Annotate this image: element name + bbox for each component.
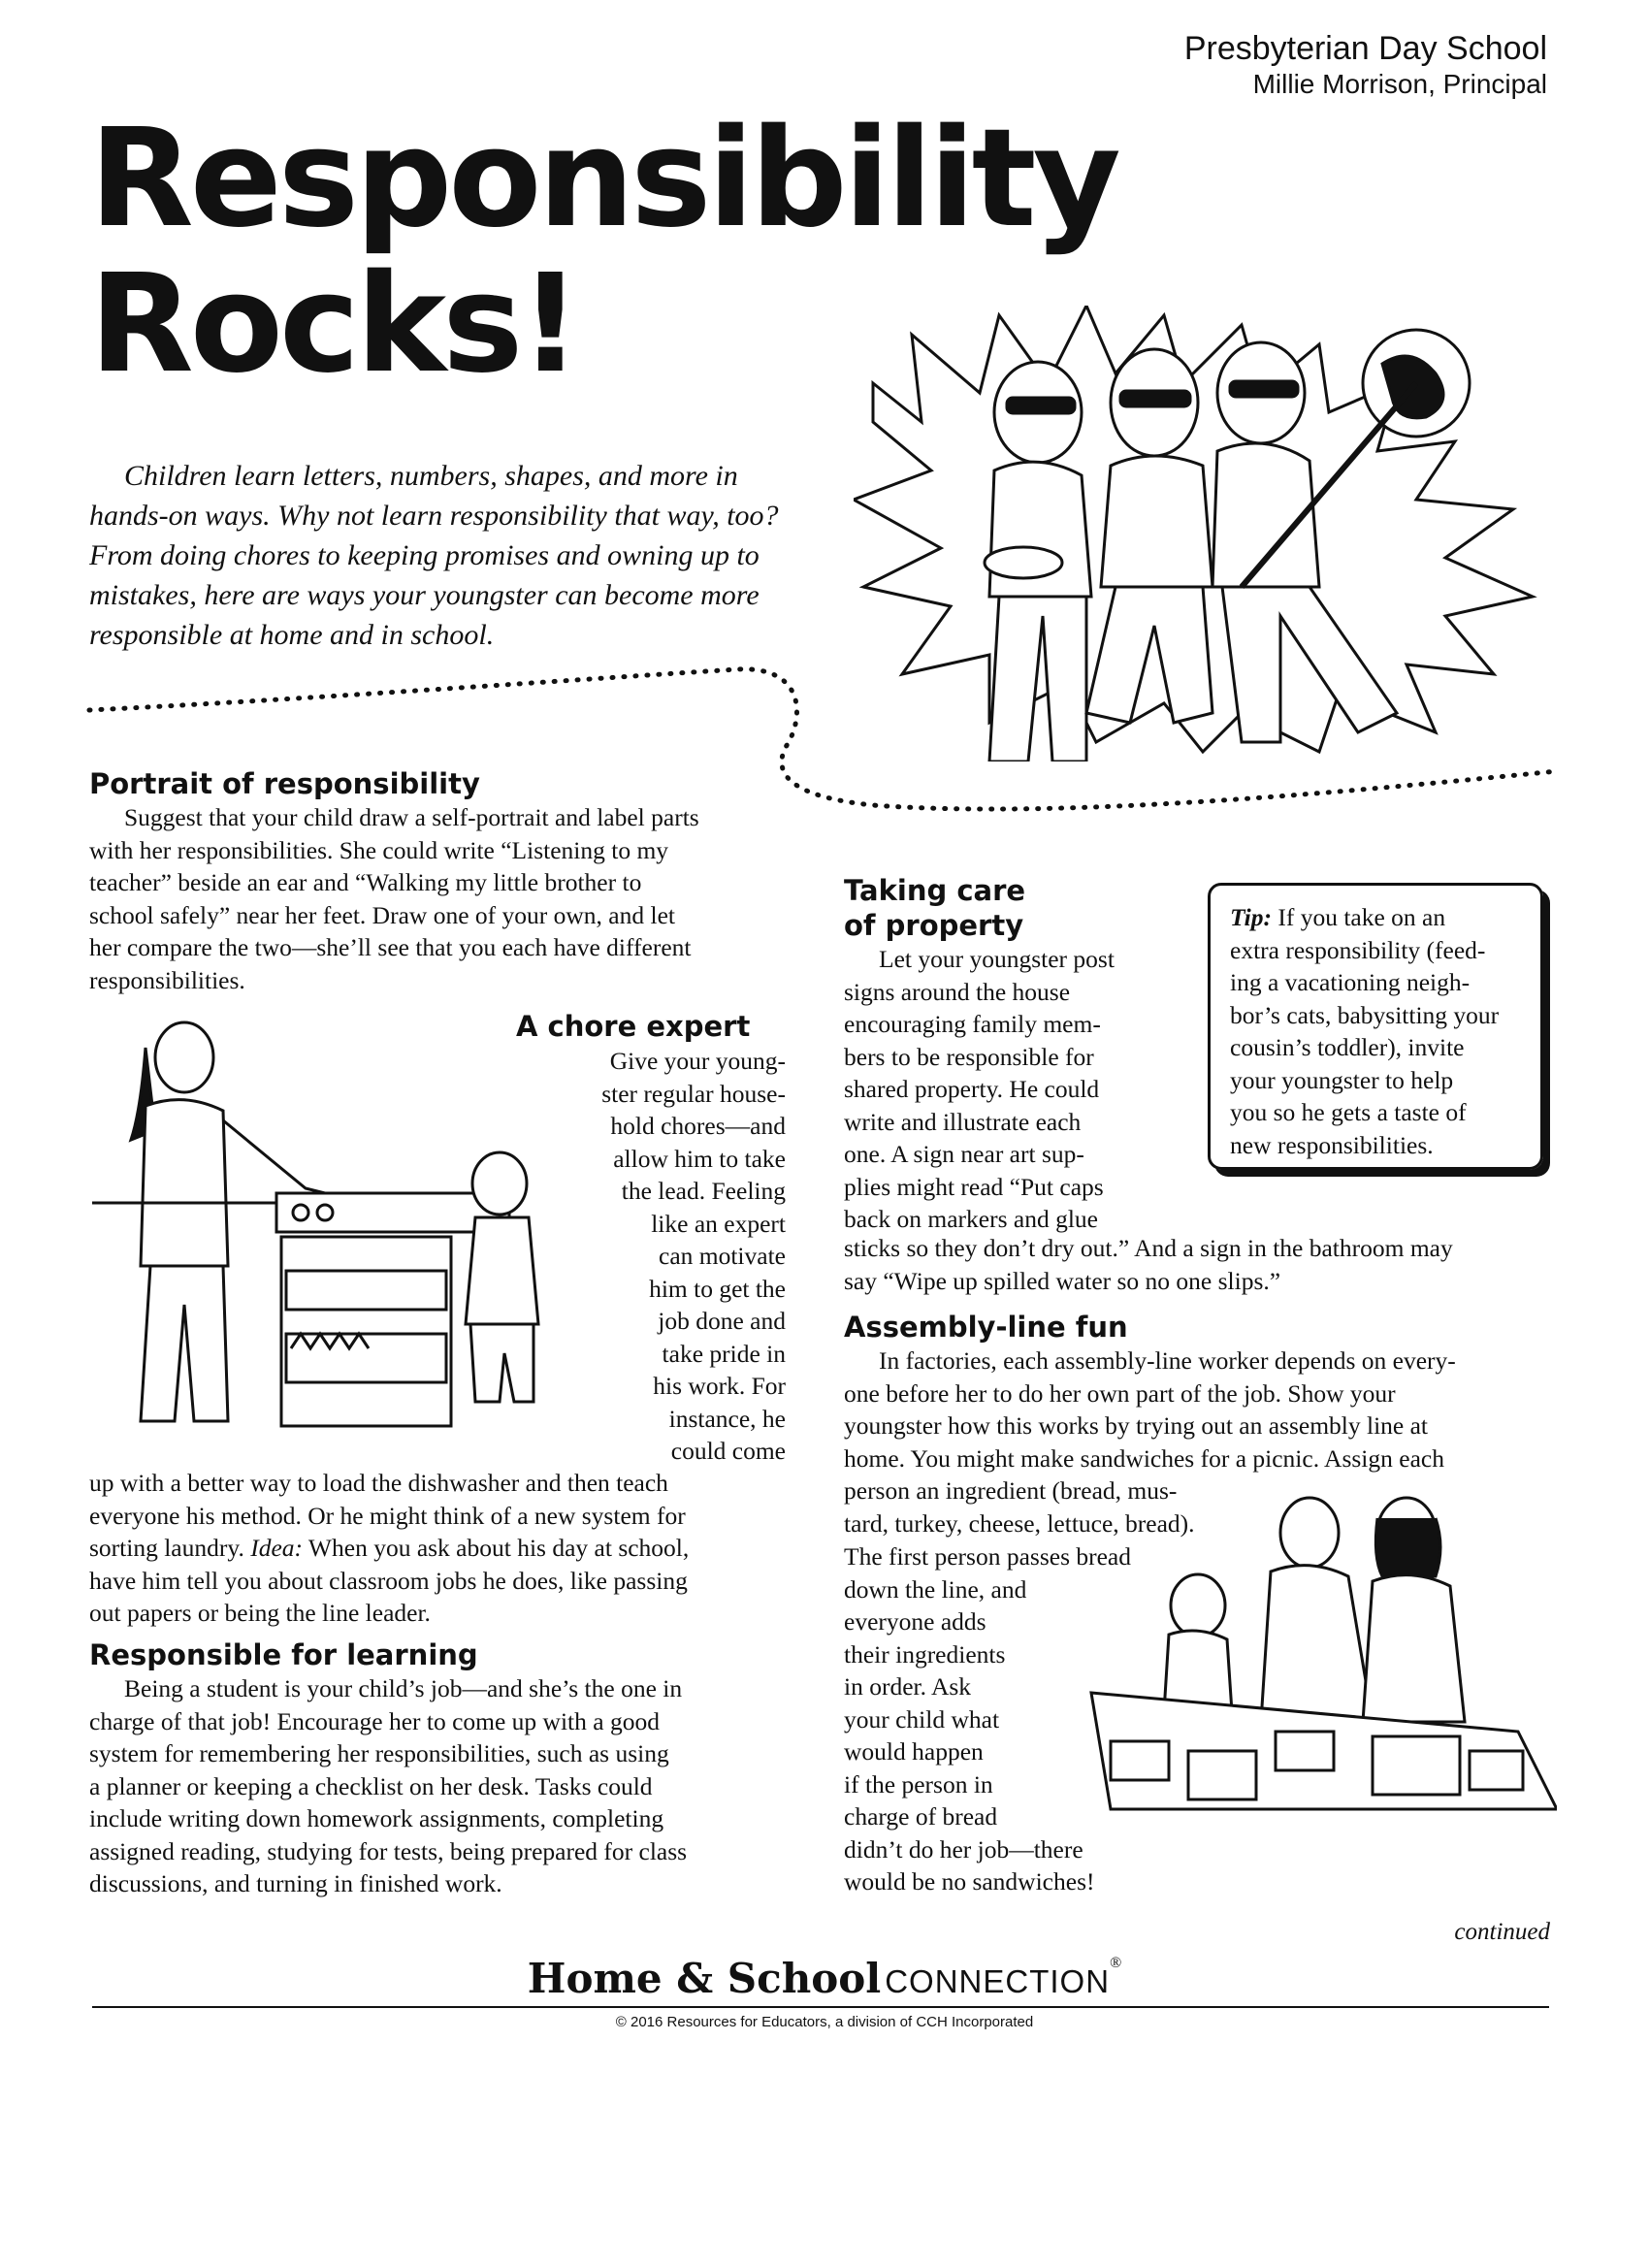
property-line: Let your youngster post — [879, 945, 1115, 973]
chore-line: the lead. Feeling — [621, 1177, 786, 1205]
property-line: shared property. He could — [844, 1075, 1100, 1103]
chore-line: his work. For — [653, 1372, 786, 1400]
chore-line: him to get the — [649, 1274, 786, 1303]
tip-line: ing a vacationing neigh- — [1230, 968, 1471, 996]
intro-line: Children learn letters, numbers, shapes, and more in — [124, 460, 738, 492]
section-learning — [89, 1637, 826, 1900]
title-line-1: Responsibility — [89, 100, 1117, 258]
assembly-line: person an ingredient (bread, mus- — [844, 1476, 1178, 1505]
tip-box — [1208, 883, 1543, 1170]
portrait-line: school safely” near her feet. Draw one of your own, and let — [89, 900, 675, 929]
tip-line: new responsibilities. — [1230, 1130, 1434, 1159]
tip-line: you so he gets a taste of — [1230, 1098, 1467, 1126]
brand-main: Home & School — [527, 1955, 882, 2002]
property-line: back on markers and glue — [844, 1205, 1098, 1233]
tip-line: If you take on an — [1271, 903, 1446, 931]
chore-line: allow him to take — [613, 1144, 786, 1173]
chore-full-width — [89, 1467, 826, 1630]
property-line: bers to be responsible for — [844, 1042, 1094, 1071]
assembly-line: would happen — [844, 1737, 984, 1766]
heading-property-1: Taking care — [844, 874, 1026, 907]
heading-assembly: Assembly-line fun — [844, 1311, 1128, 1344]
registered-mark: ® — [1110, 1955, 1122, 1971]
assembly-line: down the line, and — [844, 1574, 1027, 1604]
chore-illustration — [92, 1014, 558, 1450]
footer-rule — [92, 2006, 1549, 2008]
assembly-line: your child what — [844, 1704, 1000, 1733]
chore-line: have him tell you about classroom jobs he does, like passing — [89, 1566, 688, 1595]
learning-line: system for remembering her responsibilities, such as using — [89, 1739, 669, 1767]
property-line: sticks so they don’t dry out.” And a sign in the bathroom may — [844, 1234, 1453, 1262]
idea-text: When you ask about his day at school, — [303, 1534, 690, 1562]
heading-property-2: of property — [844, 909, 1024, 942]
property-line: signs around the house — [844, 977, 1071, 1006]
tip-first-line — [1230, 901, 1531, 934]
intro-line: hands-on ways. Why not learn responsibility that way, too? — [89, 500, 779, 532]
assembly-line: their ingredients — [844, 1639, 1006, 1669]
learning-line: charge of that job! Encourage her to come up with a good — [89, 1706, 660, 1735]
section-property — [844, 873, 1193, 1236]
tip-line: your youngster to help — [1230, 1065, 1454, 1094]
portrait-line: her compare the two—she’ll see that you each have different — [89, 933, 692, 961]
intro-line: mistakes, here are ways your youngster can become more — [89, 579, 760, 611]
brand-sub: CONNECTION — [885, 1963, 1111, 1999]
chore-line: hold chores—and — [610, 1112, 786, 1140]
portrait-line: teacher” beside an ear and “Walking my little brother to — [89, 868, 642, 896]
tip-label: Tip: — [1230, 903, 1272, 931]
learning-line: include writing down homework assignments, completing — [89, 1804, 664, 1832]
heading-portrait: Portrait of responsibility — [89, 767, 480, 800]
assembly-line: In factories, each assembly-line worker depends on every- — [879, 1346, 1456, 1375]
assembly-line: didn’t do her job—there — [844, 1834, 1083, 1863]
property-line: say “Wipe up spilled water so no one slips.” — [844, 1266, 1281, 1295]
assembly-line: everyone adds — [844, 1607, 986, 1636]
brand-logo — [0, 1955, 1649, 2002]
assembly-line: if the person in — [844, 1769, 993, 1798]
school-name: Presbyterian Day School — [1183, 30, 1547, 67]
chore-line: sorting laundry. — [89, 1534, 244, 1562]
tip-line: extra responsibility (feed- — [1230, 935, 1486, 964]
heading-learning: Responsible for learning — [89, 1638, 478, 1671]
chore-line: ster regular house- — [601, 1079, 786, 1108]
chore-line: can motivate — [659, 1242, 786, 1270]
chore-line: out papers or being the line leader. — [89, 1599, 431, 1627]
learning-line: assigned reading, studying for tests, being prepared for class — [89, 1836, 688, 1865]
heading-chore: A chore expert — [516, 1010, 751, 1043]
assembly-line: youngster how this works by trying out an assembly line at — [844, 1411, 1429, 1440]
assembly-illustration — [1052, 1489, 1557, 1906]
property-line: write and illustrate each — [844, 1107, 1082, 1136]
portrait-line: with her responsibilities. She could write “Listening to my — [89, 835, 669, 864]
assembly-line: home. You might make sandwiches for a picnic. Assign each — [844, 1443, 1444, 1473]
intro-line: From doing chores to keeping promises and owning up to — [89, 539, 760, 571]
assembly-line: would be no sandwiches! — [844, 1867, 1095, 1895]
starburst-illustration — [854, 306, 1552, 761]
assembly-line: one before her to do her own part of the job. Show your — [844, 1378, 1396, 1408]
assembly-line: tard, turkey, cheese, lettuce, bread). — [844, 1508, 1195, 1538]
chore-line: like an expert — [651, 1209, 786, 1238]
title-line-2: Rocks! — [89, 245, 578, 404]
learning-line: Being a student is your child’s job—and she’s the one in — [124, 1674, 683, 1702]
principal-name: Millie Morrison, Principal — [1252, 69, 1547, 99]
assembly-line: charge of bread — [844, 1802, 998, 1831]
chore-idea-line — [89, 1532, 826, 1565]
assembly-line: in order. Ask — [844, 1672, 972, 1701]
chore-side-column — [504, 1045, 786, 1468]
tip-line: cousin’s toddler), invite — [1230, 1033, 1465, 1061]
property-line: one. A sign near art sup- — [844, 1140, 1084, 1168]
chore-line: take pride in — [662, 1339, 786, 1368]
chore-line: everyone his method. Or he might think of a new system for — [89, 1501, 686, 1530]
intro-line: responsible at home and in school. — [89, 619, 495, 651]
portrait-line: responsibilities. — [89, 965, 245, 994]
copyright-notice: © 2016 Resources for Educators, a division of CCH Incorporated — [615, 2014, 1034, 2030]
chore-line: up with a better way to load the dishwasher and then teach — [89, 1469, 668, 1497]
property-full-width — [844, 1232, 1552, 1297]
section-portrait — [89, 766, 826, 996]
continued-label: continued — [1454, 1919, 1550, 1945]
idea-label: Idea: — [250, 1534, 304, 1562]
property-line: encouraging family mem- — [844, 1010, 1101, 1038]
learning-line: discussions, and turning in finished work. — [89, 1869, 502, 1897]
chore-line: Give your young- — [609, 1047, 786, 1075]
portrait-line: Suggest that your child draw a self-portrait and label parts — [124, 803, 699, 831]
property-line: plies might read “Put caps — [844, 1172, 1104, 1201]
learning-line: a planner or keeping a checklist on her desk. Tasks could — [89, 1771, 653, 1800]
tip-line: bor’s cats, babysitting your — [1230, 1000, 1500, 1029]
chore-line: job done and — [658, 1307, 786, 1335]
chore-line: could come — [670, 1437, 786, 1465]
chore-line: instance, he — [668, 1404, 786, 1433]
assembly-line: The first person passes bread — [844, 1542, 1131, 1571]
